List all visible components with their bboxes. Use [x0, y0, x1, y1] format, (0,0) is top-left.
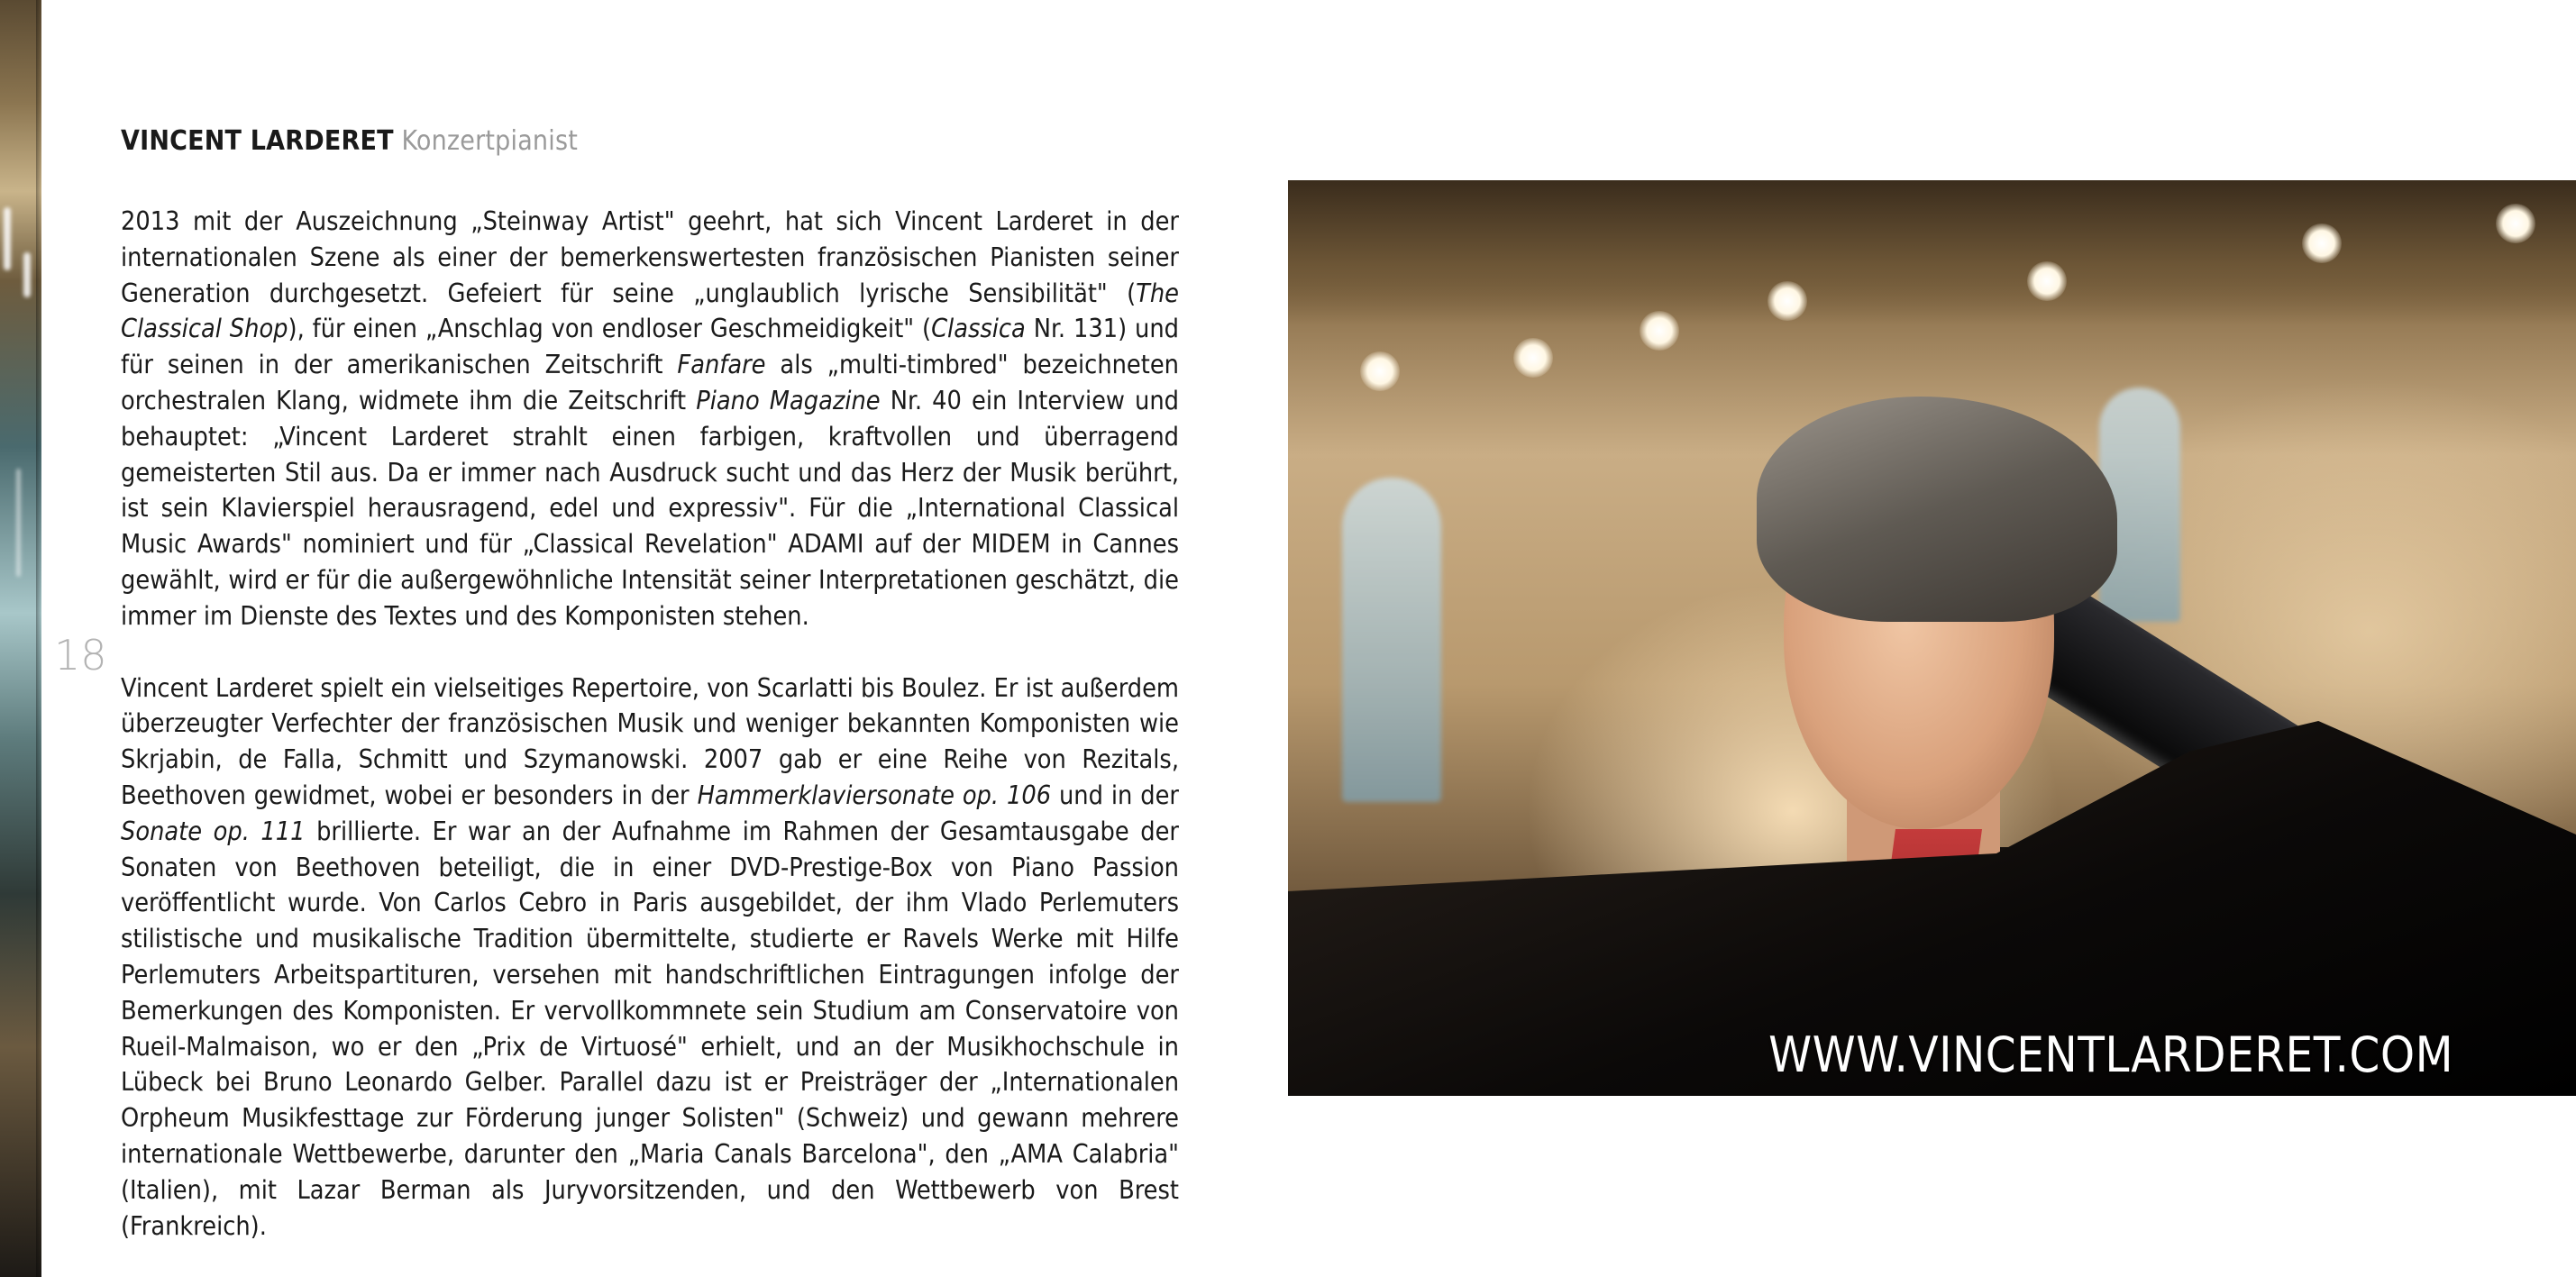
- church-window: [1342, 478, 1441, 802]
- biography-column: [121, 123, 1179, 1244]
- text-run: Vincent Larderet spielt ein vielseitiges Repertoire, von Scarlatti bis Boulez. Er ist außerdem überzeugter Verfechter der französischen Musik und weniger bekannten Komponisten wie Skrjabin, de Falla, Schmitt und Szymanowski. 2007 gab er eine Reihe von Rezitals, Beethoven gewidmet, wobei er besonders in der: [121, 671, 1179, 810]
- biography-paragraph-1: [121, 204, 1179, 634]
- text-run: als „multi-timbred" bezeichneten orchestralen Klang, widmete ihm die Zeitschrift: [121, 349, 1179, 415]
- ceiling-light: [2496, 204, 2535, 243]
- italic-title: Fanfare: [677, 349, 766, 380]
- text-run: 2013 mit der Auszeichnung „Steinway Artist" geehrt, hat sich Vincent Larderet in der internationalen Szene als einer der bemerkenswertesten französischen Pianisten seiner Generation durchgesetzt. Gefeiert für seine „unglaublich lyrische Sensibilität" (: [121, 205, 1179, 308]
- ceiling-light: [1768, 281, 1807, 321]
- website-url: WWW.VINCENTLARDERET.COM: [1768, 1026, 2453, 1083]
- ceiling-light: [1640, 311, 1679, 351]
- photo-ceiling: [1288, 180, 2576, 324]
- text-run: brillierte. Er war an der Aufnahme im Rahmen der Gesamtausgabe der Sonaten von Beethoven beteiligt, die in einer DVD-Prestige-Box von Piano Passion veröffentlicht wurde. Von Carlos Cebro in Paris ausgebildet, der ihm Vlado Perlemuters stilistische und musikalische Tradition übermittelte, studierte er Ravels Werke mit Hilfe Perlemuters Arbeitspartituren, versehen mit handschriftlichen Eintragungen infolge der Bemerkungen des Komponisten. Er vervollkommnete sein Studium am Conservatoire von Rueil-Malmaison, wo er den „Prix de Virtuosé" erhielt, und an der Musikhochschule in Lübeck bei Bruno Leonardo Gelber. Parallel dazu ist er Preisträger der „Internationalen Orpheum Musikfesttage zur Förderung junger Solisten" (Schweiz) und gewann mehrere internationale Wettbewerbe, darunter den „Maria Canals Barcelona", den „AMA Calabria" (Italien), mit Lazar Berman als Juryvorsitzenden, und den Wettbewerb von Brest (Frankreich).: [121, 815, 1180, 1241]
- text-run: Nr. 131) und für seinen in der amerikanischen Zeitschrift: [121, 313, 1180, 380]
- text-run: und in der: [1051, 779, 1179, 810]
- text-run: Nr. 40 ein Interview und behauptet: „Vincent Larderet strahlt einen farbigen, kraftvollen und überragend gemeisterten Stil aus. Da er immer nach Ausdruck sucht und das Herz der Musik berührt, ist sein Klavierspiel herausragend, edel und expressiv". Für die „International Classical Music Awards" nominiert und für „Classical Revelation" ADAMI auf der MIDEM in Cannes gewählt, wird er für die außergewöhnliche Intensität seiner Interpretationen geschätzt, die immer im Dienste des Textes und des Komponisten stehen.: [121, 384, 1180, 631]
- ceiling-light: [1513, 338, 1553, 378]
- italic-title: Classica: [931, 313, 1026, 344]
- italic-title: Sonate op. 111: [121, 815, 306, 846]
- artist-name: VINCENT LARDERET: [121, 125, 394, 157]
- page-number: 18: [54, 631, 107, 680]
- text-run: ), für einen „Anschlag von endloser Geschmeidigkeit" (: [288, 313, 932, 344]
- ceiling-light: [2302, 223, 2342, 263]
- italic-title: The Classical Shop: [121, 277, 1179, 344]
- pianist-hair: [1757, 397, 2117, 622]
- ceiling-light: [1360, 351, 1400, 391]
- artist-role: Konzertpianist: [401, 125, 578, 157]
- biography-paragraph-2: [121, 670, 1179, 1245]
- ceiling-light: [2027, 261, 2067, 301]
- page-heading: [121, 123, 1179, 160]
- italic-title: Hammerklaviersonate op. 106: [697, 779, 1052, 810]
- left-edge-photo-strip: [0, 0, 41, 1277]
- italic-title: Piano Magazine: [696, 384, 881, 415]
- pianist-photo: [1288, 180, 2576, 1096]
